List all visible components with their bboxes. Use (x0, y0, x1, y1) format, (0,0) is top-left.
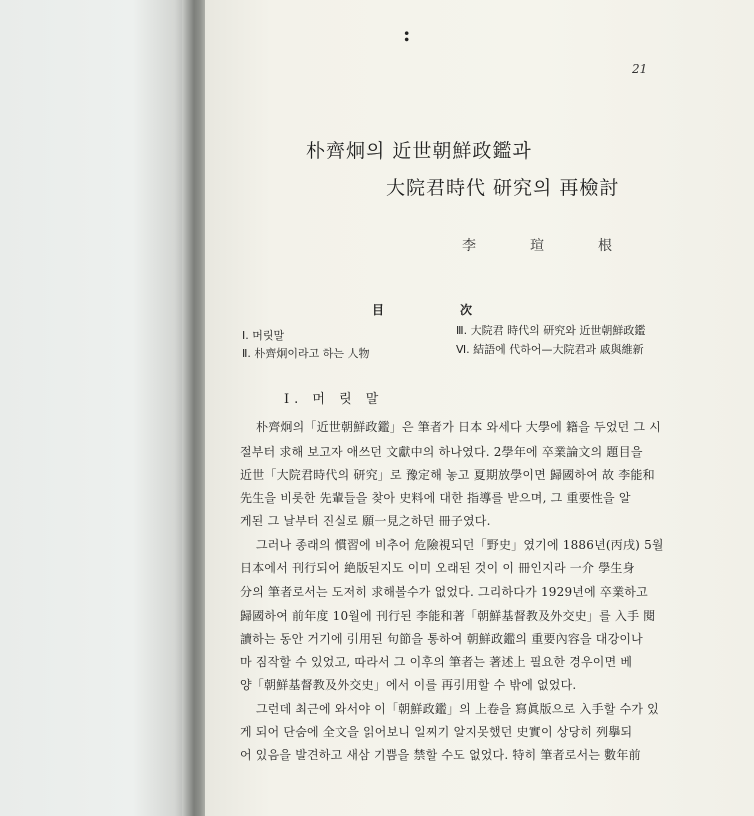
toc-item: Ⅵ. 結語에 代하어—大院君과 戚與維新 (456, 343, 644, 356)
body-line: 마 짐작할 수 있었고, 따라서 그 이후의 筆者는 著述上 필요한 경우이면 베 (240, 655, 633, 669)
toc-heading-char: 次 (459, 303, 472, 317)
body-line: 朴齊炯의「近世朝鮮政鑑」은 筆者가 日本 와세다 大學에 籍을 두었던 그 시 (256, 420, 662, 434)
toc-heading-char: 目 (372, 303, 385, 317)
body-line: 게된 그 날부터 진실로 願一見之하던 冊子였다. (240, 514, 491, 528)
article-title-line1: 朴齊炯의 近世朝鮮政鑑과 (306, 140, 532, 162)
body-line: 日本에서 刊行되어 絶版된지도 이미 오래된 것이 이 冊인지라 一介 學生身 (240, 561, 635, 575)
body-line: 양「朝鮮基督教及外交史」에서 이를 再引用할 수 밖에 없었다. (240, 678, 577, 692)
toc-item: Ⅲ. 大院君 時代의 研究와 近世朝鮮政鑑 (456, 324, 646, 337)
body-line: 게 되어 단숨에 全文을 읽어보니 일찌기 알지못했던 史實이 상당히 列擧되 (240, 725, 633, 739)
author-char: 李 (462, 238, 476, 254)
body-line: 절부터 求해 보고자 애쓰던 文獻中의 하나였다. 2學年에 卒業論文의 題目을 (240, 445, 643, 459)
right-page (205, 0, 754, 816)
body-line: 어 있음을 발견하고 새삼 기쁨을 禁할 수도 없었다. 特히 筆者로서는 數年前 (240, 748, 641, 762)
body-line: 先生을 비롯한 先輩들을 찾아 史料에 대한 指導를 받으며, 그 重要性을 알 (240, 491, 631, 505)
article-title-line2: 大院君時代 研究의 再檢討 (386, 177, 620, 199)
author-name (462, 235, 612, 255)
body-line: 그런데 최근에 와서야 이「朝鮮政鑑」의 上卷을 寫眞版으로 入手할 수가 있 (256, 702, 659, 716)
author-char: 根 (598, 238, 612, 254)
toc-heading (372, 301, 472, 318)
body-line: 歸國하여 前年度 10월에 刊行된 李能和著「朝鮮基督教及外交史」를 入手 閱 (240, 609, 656, 623)
body-line: 그러나 종래의 慣習에 비추어 危險視되던「野史」였기에 1886년(丙戌) 5월 (256, 538, 664, 552)
body-line: 近世「大院君時代의 研究」로 豫定해 놓고 夏期放學이면 歸國하여 故 李能和 (240, 468, 655, 482)
author-char: 瑄 (530, 238, 544, 254)
toc-item: Ⅱ. 朴齊炯이라고 하는 人物 (242, 347, 370, 360)
toc-item: I. 머릿말 (242, 329, 285, 342)
body-line: 分의 筆者로서는 도저히 求해볼수가 없었다. 그리하다가 1929년에 卒業하고 (240, 585, 648, 599)
page-number: 21 (632, 62, 648, 76)
left-page (0, 0, 190, 816)
page-mark: : (403, 22, 411, 46)
section-heading: I. 머 릿 말 (284, 392, 384, 407)
body-line: 讀하는 동안 거기에 引用된 句節을 통하여 朝鮮政鑑의 重要內容을 대강이나 (240, 632, 643, 646)
